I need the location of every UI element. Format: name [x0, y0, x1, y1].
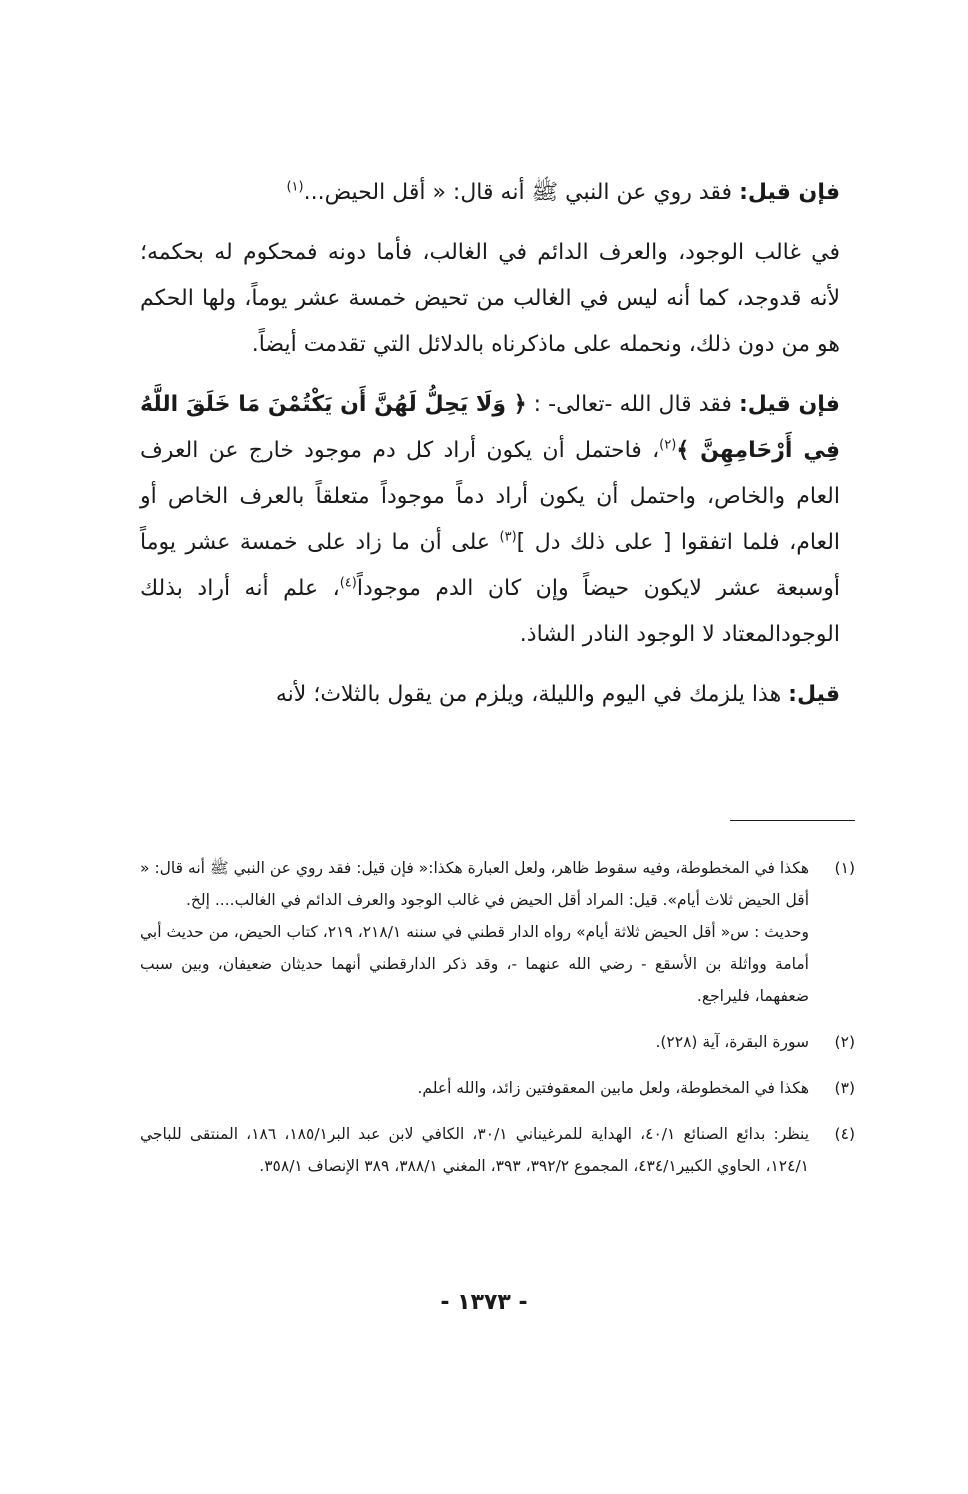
footnote-4 — [140, 1118, 855, 1182]
footnote-body — [140, 1118, 809, 1182]
paragraph-text: فقد روي عن النبي ﷺ أنه قال: « أقل الحيض... — [303, 180, 740, 205]
footnote-3 — [140, 1072, 855, 1104]
footnote-ref-2[interactable]: (٢) — [659, 437, 677, 453]
footnote-ref-3[interactable]: (٣) — [499, 529, 517, 545]
lead-word: فإن قيل: — [738, 392, 840, 417]
lead-word: قيل: — [788, 682, 840, 707]
quran-verse: ﴿ وَلَا يَحِلُّ لَهُنَّ أَن يَكْتُمْنَ مَا خَلَقَ اللَّهُ فِي أَرْحَامِهِنَّ ﴾ — [140, 392, 840, 463]
paragraph-3 — [140, 382, 840, 658]
footnote-text: وحديث : س« أقل الحيض ثلاثة أيام» رواه الدار قطني في سننه ٢١٨/١، ٢١٩، كتاب الحيض، من حديث أبي أمامة وواثلة بن الأسقع - رضي الله عنهما -، وقد ذكر الدارقطني أنهما حديثان ضعيفان، وبين سبب ضعفهما، فليراجع. — [140, 923, 809, 1005]
footnote-ref-4[interactable]: (٤) — [339, 575, 357, 591]
footnote-body — [140, 1026, 809, 1058]
footnote-text: هكذا في المخطوطة، وفيه سقوط ظاهر، ولعل العبارة هكذا:« فإن قيل: فقد روي عن النبي ﷺ أنه قال: « أقل الحيض ثلاث أيام». قيل: المراد أقل الحيض في غالب الوجود والعرف الدائم في الغالب.... إلخ. — [140, 859, 809, 909]
paragraph-text: على أن ما زاد على خمسة عشر يوماً أوسبعة عشر لايكون حيضاً وإن كان الدم موجوداً — [140, 530, 841, 601]
footnote-body — [140, 852, 809, 1012]
paragraph-text: ، علم أنه أراد بذلك الوجودالمعتاد لا الوجود النادر الشاذ. — [140, 576, 840, 647]
paragraph-text: هذا يلزمك في اليوم والليلة، ويلزم من يقول بالثلاث؛ لأنه — [275, 682, 789, 707]
paragraph-text: ، فاحتمل أن يكون أراد كل دم موجود خارج عن العرف العام والخاص، واحتمل أن يكون أراد دماً موجوداً متعلقاً بالعرف الخاص أو العام، فلما اتفقوا [ على ذلك دل ] — [140, 438, 841, 555]
footnotes — [140, 852, 855, 1196]
paragraph-4 — [140, 672, 840, 718]
footnote-text: هكذا في المخطوطة، ولعل مابين المعقوفتين زائد، والله أعلم. — [417, 1079, 809, 1097]
footnote-1 — [140, 852, 855, 1012]
footnote-number: (٣) — [834, 1079, 855, 1097]
footnote-ref-1[interactable]: (١) — [286, 179, 304, 195]
footnote-2 — [140, 1026, 855, 1058]
paragraph-2 — [140, 230, 840, 368]
footnote-number: (٢) — [834, 1033, 855, 1051]
paragraph-1 — [140, 170, 840, 216]
footnote-number: (٤) — [834, 1125, 855, 1143]
main-text — [140, 170, 840, 732]
paragraph-text: في غالب الوجود، والعرف الدائم في الغالب، فأما دونه فمحكوم له بحكمه؛ لأنه قدوجد، كما أنه ليس في الغالب من تحيض خمسة عشر يوماً، ولها الحكم هو من دون ذلك، ونحمله على ماذكرناه بالدلائل التي تقدمت أيضاً. — [140, 240, 840, 357]
footnote-text: سورة البقرة، آية (٢٢٨). — [655, 1033, 809, 1051]
footnote-body — [140, 1072, 809, 1104]
footnote-divider — [730, 820, 855, 821]
footnote-number: (١) — [834, 859, 855, 877]
page-number: - ١٣٧٣ - — [440, 1290, 528, 1315]
footnote-text: ينظر: بدائع الصنائع ٤٠/١، الهداية للمرغيناني ٣٠/١، الكافي لابن عبد البر١٨٥/١، ١٨٦، المنتقى للباجي ١٢٤/١، الحاوي الكبير٤٣٤/١، المجموع ٣٩٢/٢، ٣٩٣، المغني ٣٨٨/١، ٣٨٩ الإنصاف ٣٥٨/١. — [140, 1125, 810, 1175]
lead-word: فإن قيل: — [739, 180, 840, 205]
paragraph-text: فقد قال الله -تعالى- : — [526, 392, 739, 417]
